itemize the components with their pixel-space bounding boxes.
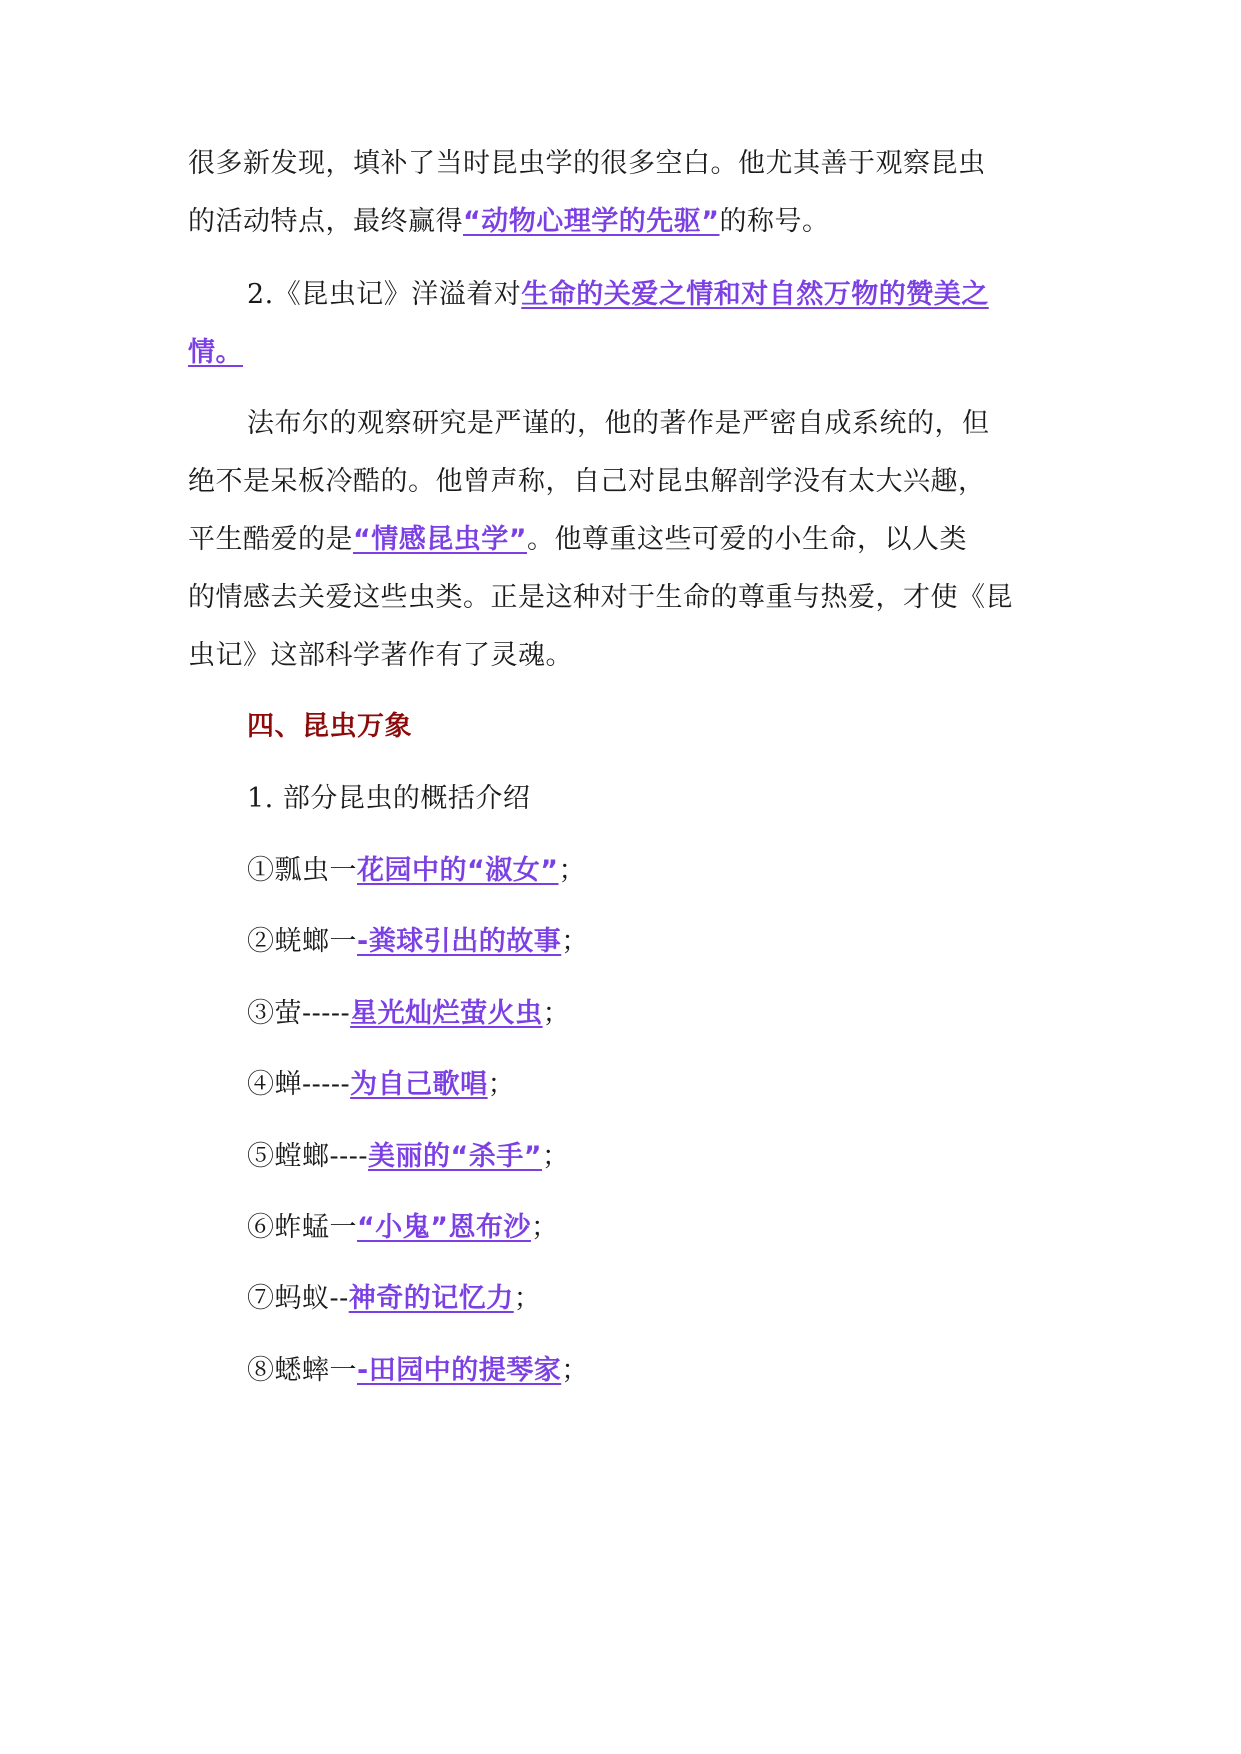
list-punct: ； — [561, 926, 589, 957]
insect-description: 星光灿烂萤火虫 — [350, 998, 543, 1029]
list-item — [247, 1063, 1117, 1107]
paragraph-line — [188, 518, 1058, 562]
paragraph-text: 平生酷爱的是 — [188, 524, 353, 555]
section-heading: 四、昆虫万象 — [247, 711, 412, 742]
paragraph-line — [188, 460, 1058, 504]
paragraph-text: 很多新发现，填补了当时昆虫学的很多空白。他尤其善于观察昆虫 — [188, 148, 986, 179]
paragraph-text: 2.《昆虫记》洋溢着对 — [247, 279, 522, 310]
paragraph-text: 的活动特点，最终赢得 — [188, 206, 463, 237]
highlighted-phrase: “动物心理学的先驱” — [463, 206, 720, 237]
paragraph-line — [247, 402, 1117, 446]
paragraph-line — [188, 142, 1058, 186]
subheading: 1. 部分昆虫的概括介绍 — [247, 783, 531, 814]
list-punct: ； — [542, 998, 571, 1029]
insect-description: -田园中的提琴家 — [357, 1355, 562, 1386]
list-item — [247, 992, 1117, 1036]
insect-description: 神奇的记忆力 — [348, 1283, 514, 1314]
paragraph-text: 虫记》这部科学著作有了灵魂。 — [188, 640, 573, 671]
insect-label: ⑦蚂蚁-- — [247, 1283, 349, 1314]
insect-label: ⑤螳螂---- — [247, 1141, 368, 1172]
paragraph-line — [188, 576, 1058, 620]
insect-label: ④蝉----- — [247, 1069, 351, 1100]
list-punct: ； — [513, 1283, 542, 1314]
insect-label: ⑧蟋蟀一 — [247, 1355, 357, 1386]
paragraph-text: 绝不是呆板冷酷的。他曾声称，自己对昆虫解剖学没有太大兴趣， — [188, 466, 986, 497]
list-punct: ； — [487, 1069, 516, 1100]
highlighted-phrase: “情感昆虫学” — [353, 524, 527, 555]
paragraph-line — [188, 200, 1058, 244]
insect-description: 美丽的“杀手” — [368, 1141, 542, 1172]
highlighted-phrase: 生命的关爱之情和对自然万物的赞美之 — [521, 279, 989, 310]
insect-description: -粪球引出的故事 — [357, 926, 562, 957]
paragraph-line — [188, 331, 1058, 375]
list-item — [247, 849, 1117, 893]
paragraph-line — [188, 634, 1058, 678]
paragraph-text: 的情感去关爱这些虫类。正是这种对于生命的尊重与热爱，才使《昆 — [188, 582, 1013, 613]
list-item — [247, 1277, 1117, 1321]
insect-description: 为自己歌唱 — [350, 1069, 488, 1100]
paragraph-text: 。他尊重这些可爱的小生命，以人类 — [527, 524, 967, 555]
paragraph-text: 的称号。 — [719, 206, 830, 237]
insect-label: ③萤----- — [247, 998, 351, 1029]
highlighted-phrase: 情。 — [188, 337, 243, 368]
list-punct: ； — [531, 1212, 559, 1243]
insect-description: 花园中的“淑女” — [357, 855, 559, 886]
insect-label: ②蜣螂一 — [247, 926, 357, 957]
list-punct: ； — [542, 1141, 570, 1172]
paragraph-line — [247, 273, 1117, 317]
list-item — [247, 1206, 1117, 1250]
list-item — [247, 1135, 1117, 1179]
list-punct: ； — [558, 855, 586, 886]
list-punct: ； — [561, 1355, 589, 1386]
list-item — [247, 920, 1117, 964]
paragraph-text: 法布尔的观察研究是严谨的，他的著作是严密自成系统的，但 — [247, 408, 990, 439]
insect-label: ①瓢虫一 — [247, 855, 357, 886]
insect-label: ⑥蚱蜢一 — [247, 1212, 357, 1243]
insect-description: “小鬼”恩布沙 — [357, 1212, 531, 1243]
list-item — [247, 1349, 1117, 1393]
